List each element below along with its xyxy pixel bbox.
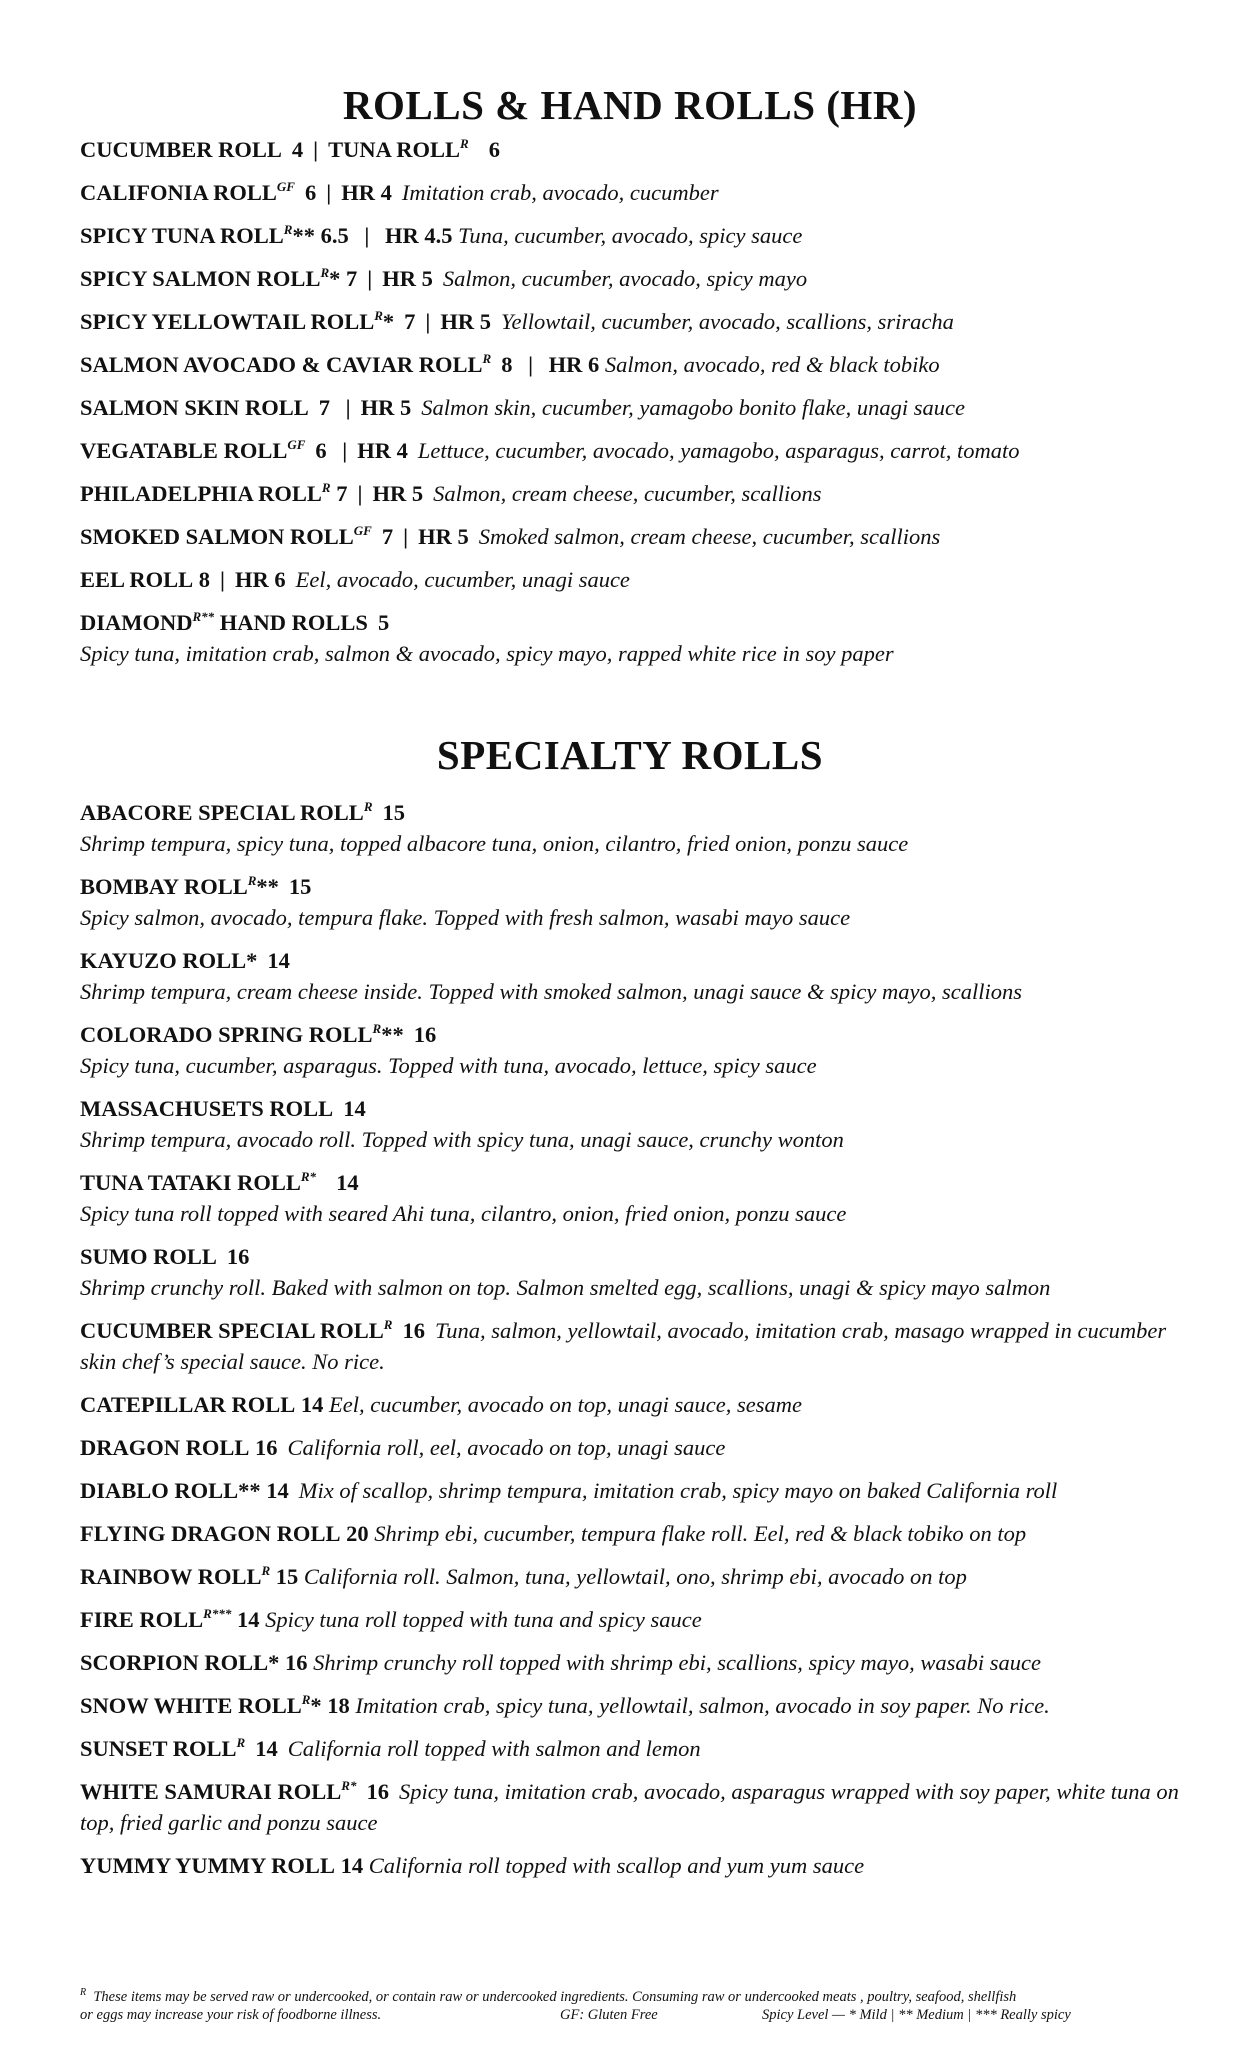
menu-item: PHILADELPHIA $ROLL^R$ 7 | HR 5 Salmon, cream cheese, cucumber, scallions [80,480,822,506]
menu-item: MASSACHUSETS ROLL 14 Shrimp tempura, avocado roll. Topped with spicy tuna, unagi sauce, crunchy wonton [80,1096,844,1152]
menu-item: SPICY TUNA $ROLL^R**$ 6.5 | HR 4.5 Tuna, cucumber, avocado, spicy sauce [80,222,803,248]
menu-item: SUNSET $ROLL^R$ 14 California roll topped with salmon and lemon [80,1735,701,1761]
menu-item: DRAGON ROLL 16 California roll, eel, avocado on top, unagi sauce [80,1435,726,1460]
footer-line-2: or eggs may increase your risk of foodborne illness. [80,2007,382,2023]
menu-item: BOMBAY $ROLL^R**$ 15 Spicy salmon, avocado, tempura flake. Topped with fresh salmon, wasabi mayo sauce [80,873,851,930]
menu-item: SPICY SALMON $ROLL^R*$ 7 | HR 5 Salmon, cucumber, avocado, spicy mayo [80,265,808,291]
menu-item: SALMON SKIN ROLL 7 | HR 5 Salmon skin, cucumber, yamagobo bonito flake, unagi sauce [80,395,965,420]
menu-item: DIABLO ROLL** 14 Mix of scallop, shrimp tempura, imitation crab, spicy mayo on baked California roll [80,1478,1058,1503]
footer-spicy-legend: Spicy Level — * Mild | ** Medium | *** Really spicy [762,2007,1071,2023]
menu-item: SPICY YELLOWTAIL $ROLL^R*$ 7 | HR 5 Yellowtail, cucumber, avocado, scallions, sriracha [80,308,954,334]
menu-item: TUNA TATAKI $ROLL^{R*}$ 14 Spicy tuna roll topped with seared Ahi tuna, cilantro, onion, fried onion, ponzu sauce [80,1169,847,1226]
menu-item: KAYUZO ROLL* 14 Shrimp tempura, cream cheese inside. Topped with smoked salmon, unagi sauce & spicy mayo, scallions [80,948,1022,1004]
menu-item: ABACORE SPECIAL $ROLL^R$ 15 Shrimp tempura, spicy tuna, topped albacore tuna, onion, cilantro, fried onion, ponzu sauce [80,799,909,856]
specialty-list [80,797,1180,1881]
hand-rolls-list [80,134,1180,669]
menu-page [80,0,1180,1881]
menu-item: YUMMY YUMMY ROLL 14 California roll topped with scallop and yum yum sauce [80,1853,865,1878]
menu-item: SUMO ROLL 16 Shrimp crunchy roll. Baked with salmon on top. Salmon smelted egg, scallions, unagi & spicy mayo salmon [80,1244,1051,1300]
menu-item: CUCUMBER ROLL 4 | TUNA $ROLL^R$ 6 [80,136,500,162]
menu-item: $DIAMOND^{R**}$ HAND ROLLS 5 Spicy tuna, imitation crab, salmon & avocado, spicy mayo, rapped white rice in soy paper [80,609,894,666]
menu-item: VEGATABLE $ROLL^{GF}$ 6 | HR 4 Lettuce, cucumber, avocado, yamagobo, asparagus, carrot, tomato [80,437,1020,463]
menu-item: RAINBOW $ROLL^R$ 15 California roll. Salmon, tuna, yellowtail, ono, shrimp ebi, avocado on top [80,1563,967,1589]
menu-item: FIRE $ROLL^{R***}$ 14 Spicy tuna roll topped with tuna and spicy sauce [80,1606,702,1632]
menu-item: SALMON AVOCADO & CAVIAR $ROLL^R$ 8 | HR 6 Salmon, avocado, red & black tobiko [80,351,940,377]
footer-line-1: $^R$ These items may be served raw or undercooked, or contain raw or undercooked ingredients. Consuming raw or undercooked meats , poultry, seafood, shellfish [80,1987,1017,2005]
menu-item: FLYING DRAGON ROLL 20 Shrimp ebi, cucumber, tempura flake roll. Eel, red & black tobiko on top [80,1521,1027,1546]
menu-item: WHITE SAMURAI $ROLL^{R*}$ 16 Spicy tuna, imitation crab, avocado, asparagus wrapped with soy paper, white tuna on top, fried garlic and ponzu sauce [80,1778,1179,1835]
footer-disclaimer [80,1988,1160,2024]
section-title-specialty: SPECIALTY ROLLS [436,732,824,778]
menu-item: SCORPION ROLL* 16 Shrimp crunchy roll topped with shrimp ebi, scallions, spicy mayo, wasabi sauce [80,1650,1042,1675]
menu-item: SMOKED SALMON $ROLL^{GF}$ 7 | HR 5 Smoked salmon, cream cheese, cucumber, scallions [80,523,941,549]
menu-item: CATEPILLAR ROLL 14 Eel, cucumber, avocado on top, unagi sauce, sesame [80,1392,803,1417]
menu-item: COLORADO SPRING $ROLL^R**$ 16 Spicy tuna, cucumber, asparagus. Topped with tuna, avocado, lettuce, spicy sauce [80,1021,817,1078]
section-title-hand-rolls: ROLLS & HAND ROLLS (HR) [342,82,918,128]
menu-item: CUCUMBER SPECIAL $ROLL^R$ 16 Tuna, salmon, yellowtail, avocado, imitation crab, masago wrapped in cucumber skin chef’s special sauce. No rice. [80,1317,1167,1374]
menu-item: CALIFONIA $ROLL^{GF}$ 6 | HR 4 Imitation crab, avocado, cucumber [80,179,719,205]
menu-item: SNOW WHITE $ROLL^R*$ 18 Imitation crab, spicy tuna, yellowtail, salmon, avocado in soy paper. No rice. [80,1692,1050,1718]
footer-gluten-free-note: GF: Gluten Free [560,2007,658,2023]
menu-item: EEL ROLL 8 | HR 6 Eel, avocado, cucumber, unagi sauce [80,567,630,592]
